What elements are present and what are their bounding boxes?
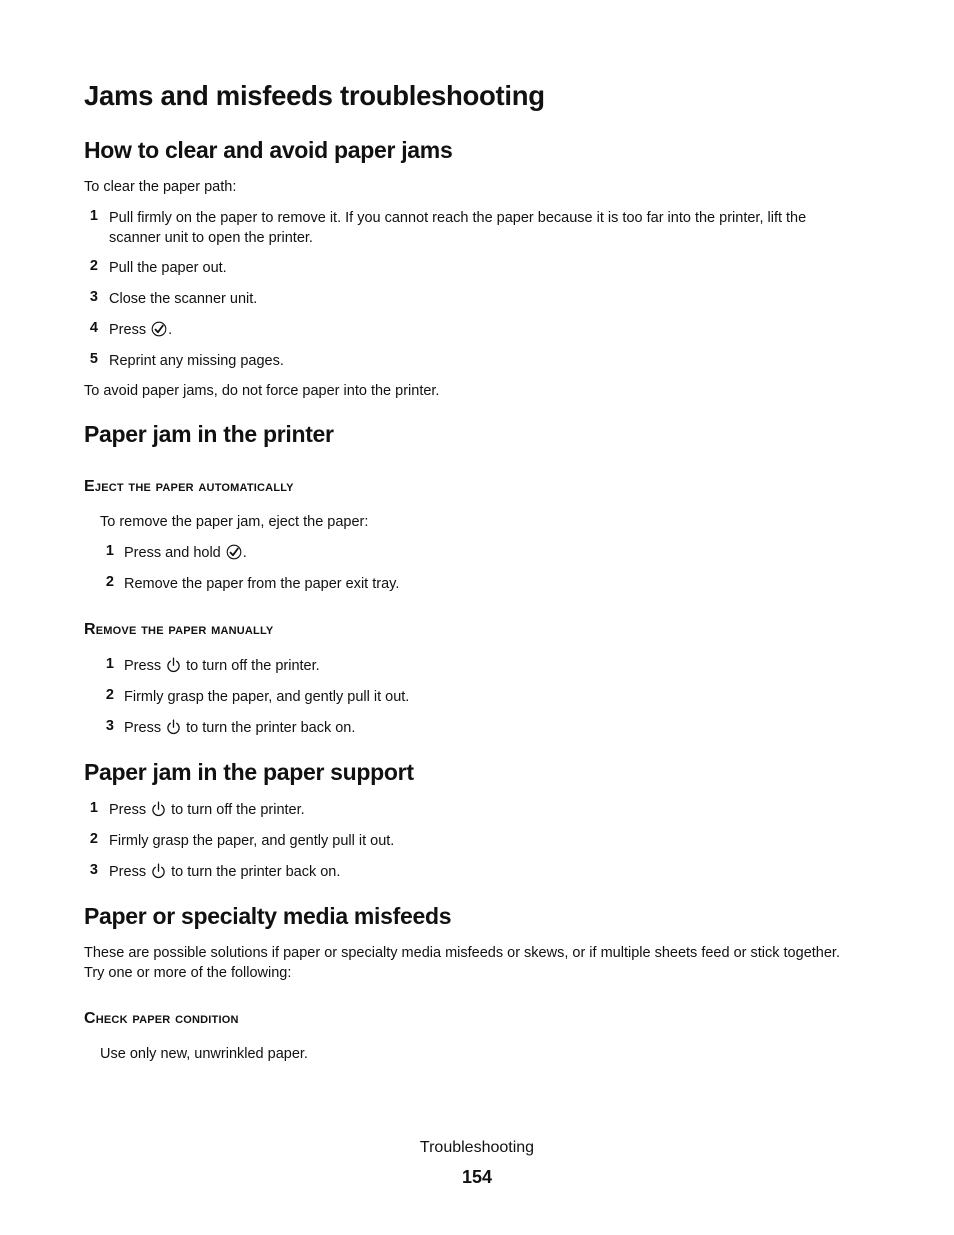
step-number: 1 <box>89 800 98 816</box>
step-text: Firmly grasp the paper, and gently pull it out. <box>124 689 410 705</box>
subheading-remove-manually: Remove the paper manually <box>84 621 274 638</box>
step-text-part: Press <box>109 322 147 338</box>
step-text <box>109 800 305 823</box>
subsection-intro: To remove the paper jam, eject the paper: <box>100 514 369 530</box>
step-number: 3 <box>89 289 98 305</box>
section-heading-clear-avoid-jams: How to clear and avoid paper jams <box>84 137 453 163</box>
page-number: 154 <box>461 1167 493 1187</box>
step-number: 2 <box>89 258 98 274</box>
step-text: Pull the paper out. <box>109 260 227 276</box>
select-checkmark-icon <box>151 321 167 343</box>
subheading-check-paper-condition: Check paper condition <box>84 1010 239 1027</box>
step-number: 1 <box>105 656 114 672</box>
step-text-line: Pull firmly on the paper to remove it. If you cannot reach the paper because it is too far into the printer, lift the <box>109 210 807 226</box>
step-text: Firmly grasp the paper, and gently pull it out. <box>109 833 395 849</box>
step-text-part: to turn the printer back on. <box>186 720 356 736</box>
section4-intro <box>84 943 884 983</box>
step-text-part: Press <box>124 658 162 674</box>
power-icon <box>151 863 166 885</box>
power-icon <box>166 657 181 679</box>
step-text-part: . <box>242 545 247 561</box>
section-heading-jam-in-paper-support: Paper jam in the paper support <box>84 759 414 785</box>
step-text: Close the scanner unit. <box>109 291 258 307</box>
step-text-part: Press <box>109 802 147 818</box>
step-text-part: to turn off the printer. <box>186 658 320 674</box>
step-number: 3 <box>105 718 114 734</box>
footer-section-name: Troubleshooting <box>419 1139 535 1156</box>
step-text-part: Press <box>124 720 162 736</box>
step-text: Reprint any missing pages. <box>109 353 284 369</box>
power-icon <box>166 719 181 741</box>
step-text-part: . <box>168 322 173 338</box>
step-number: 1 <box>105 543 114 559</box>
step-text <box>109 320 172 343</box>
page-title: Jams and misfeeds troubleshooting <box>84 80 545 111</box>
step-text <box>109 208 889 248</box>
step-text: Remove the paper from the paper exit tray. <box>124 576 400 592</box>
step-number: 1 <box>89 208 98 224</box>
step-text-part: Press and hold <box>124 545 221 561</box>
section-heading-jam-in-printer: Paper jam in the printer <box>84 421 334 447</box>
step-text-part: to turn off the printer. <box>171 802 305 818</box>
step-number: 3 <box>89 862 98 878</box>
step-text-part: to turn the printer back on. <box>171 864 341 880</box>
power-icon <box>151 801 166 823</box>
step-text <box>124 718 355 741</box>
step-number: 2 <box>105 687 114 703</box>
subheading-eject-automatically: Eject the paper automatically <box>84 478 294 495</box>
step-number: 4 <box>89 320 98 336</box>
intro-line: These are possible solutions if paper or specialty media misfeeds or skews, or if multiple sheets feed or stick together. <box>84 945 840 961</box>
step-number: 2 <box>105 574 114 590</box>
step-text-line: scanner unit to open the printer. <box>109 230 313 246</box>
step-text <box>124 656 320 679</box>
intro-line: Try one or more of the following: <box>84 965 292 981</box>
step-number: 2 <box>89 831 98 847</box>
section1-outro: To avoid paper jams, do not force paper into the printer. <box>84 383 440 399</box>
section-heading-misfeeds: Paper or specialty media misfeeds <box>84 903 452 929</box>
step-number: 5 <box>89 351 98 367</box>
section1-intro: To clear the paper path: <box>84 179 237 195</box>
step-text <box>109 862 340 885</box>
step-text-part: Press <box>109 864 147 880</box>
select-checkmark-icon <box>226 544 242 566</box>
subsection-text: Use only new, unwrinkled paper. <box>100 1046 308 1062</box>
step-text <box>124 543 247 566</box>
